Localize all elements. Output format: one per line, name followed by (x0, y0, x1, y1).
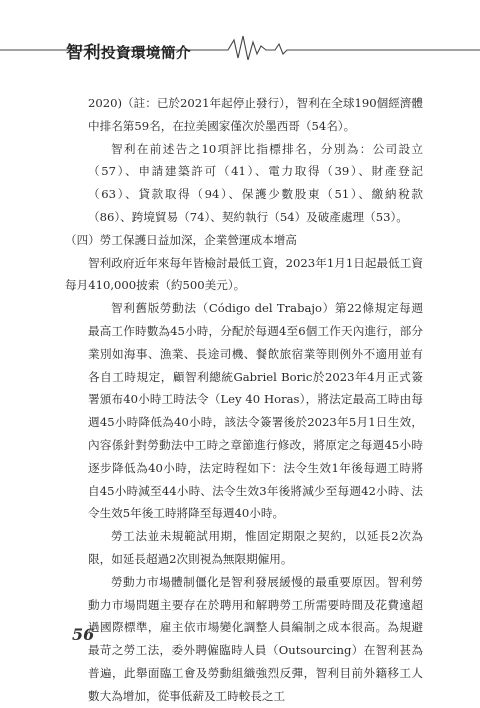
paragraph: 勞動力市場體制僵化是智利發展緩慢的最重要原因。智利勞動力市場問題主要存在於聘用和解聘勞工所需要時間及花費遠超過國際標準，雇主依市場變化調整人員編制之成本很高。為規避最苛之勞工法，委外聘僱臨時人員（Outsourcing）在智利甚為普遍，此舉面臨工會及勞動組織強烈反彈，智利目前外籍移工人數大為增加，從事低薪及工時較長之工 (88, 574, 423, 703)
paragraph: 2020)（註：已於2021年起停止發行），智利在全球190個經濟體中排名第59名，在拉美國家僅次於墨西哥（54名）。 (88, 96, 423, 133)
section-heading: （四）勞工保護日益加深，企業營運成本增高 (65, 232, 297, 247)
page-number: 56 (72, 625, 95, 644)
header-title-country: 智利 (66, 43, 101, 63)
paragraph: 智利舊版勞動法（Código del Trabajo）第22條規定每週最高工作時數為45小時，分配於每週4至6個工作天內進行，部分業別如海事、漁業、長途司機、餐飲旅宿業等則例外不適用並有各自工時規定，顧智利總統Gabriel Boric於2023年4月正式簽署頒布40小時工時法令（Ley 40 Horas），將法定最高工時由每週45小時降低為40小時，該法令簽署後於2023年5月1日生效，內容係針對勞動法中工時之章節進行修改，將原定之每週45小時逐步降低為40小時，法定時程如下：法令生效1年後每週工時將自45小時減至44小時、法令生效3年後將減少至每週42小時、法令生效5年後工時將降至每週40小時。 (88, 301, 423, 521)
header-title (66, 38, 191, 63)
header-title-subtitle: 投資環境簡介 (101, 46, 191, 62)
body-text (65, 92, 423, 708)
paragraph: 智利政府近年來每年皆檢討最低工資，2023年1月1日起最低工資每月410,000披索（約500美元）。 (65, 255, 423, 293)
paragraph: 勞工法並未規範試用期，惟固定期限之契約，以延長2次為限，如延長超過2次則視為無限期僱用。 (88, 529, 423, 566)
running-header (0, 0, 480, 63)
paragraph: 智利在前述告之10項評比指標排名，分別為：公司設立（57）、申請建築許可（41）、電力取得（39）、財產登記（63）、貸款取得（94）、保護少數股東（51）、繳納稅款（86）、跨境貿易（74）、契約執行（54）及破產處理（53）。 (88, 141, 423, 224)
